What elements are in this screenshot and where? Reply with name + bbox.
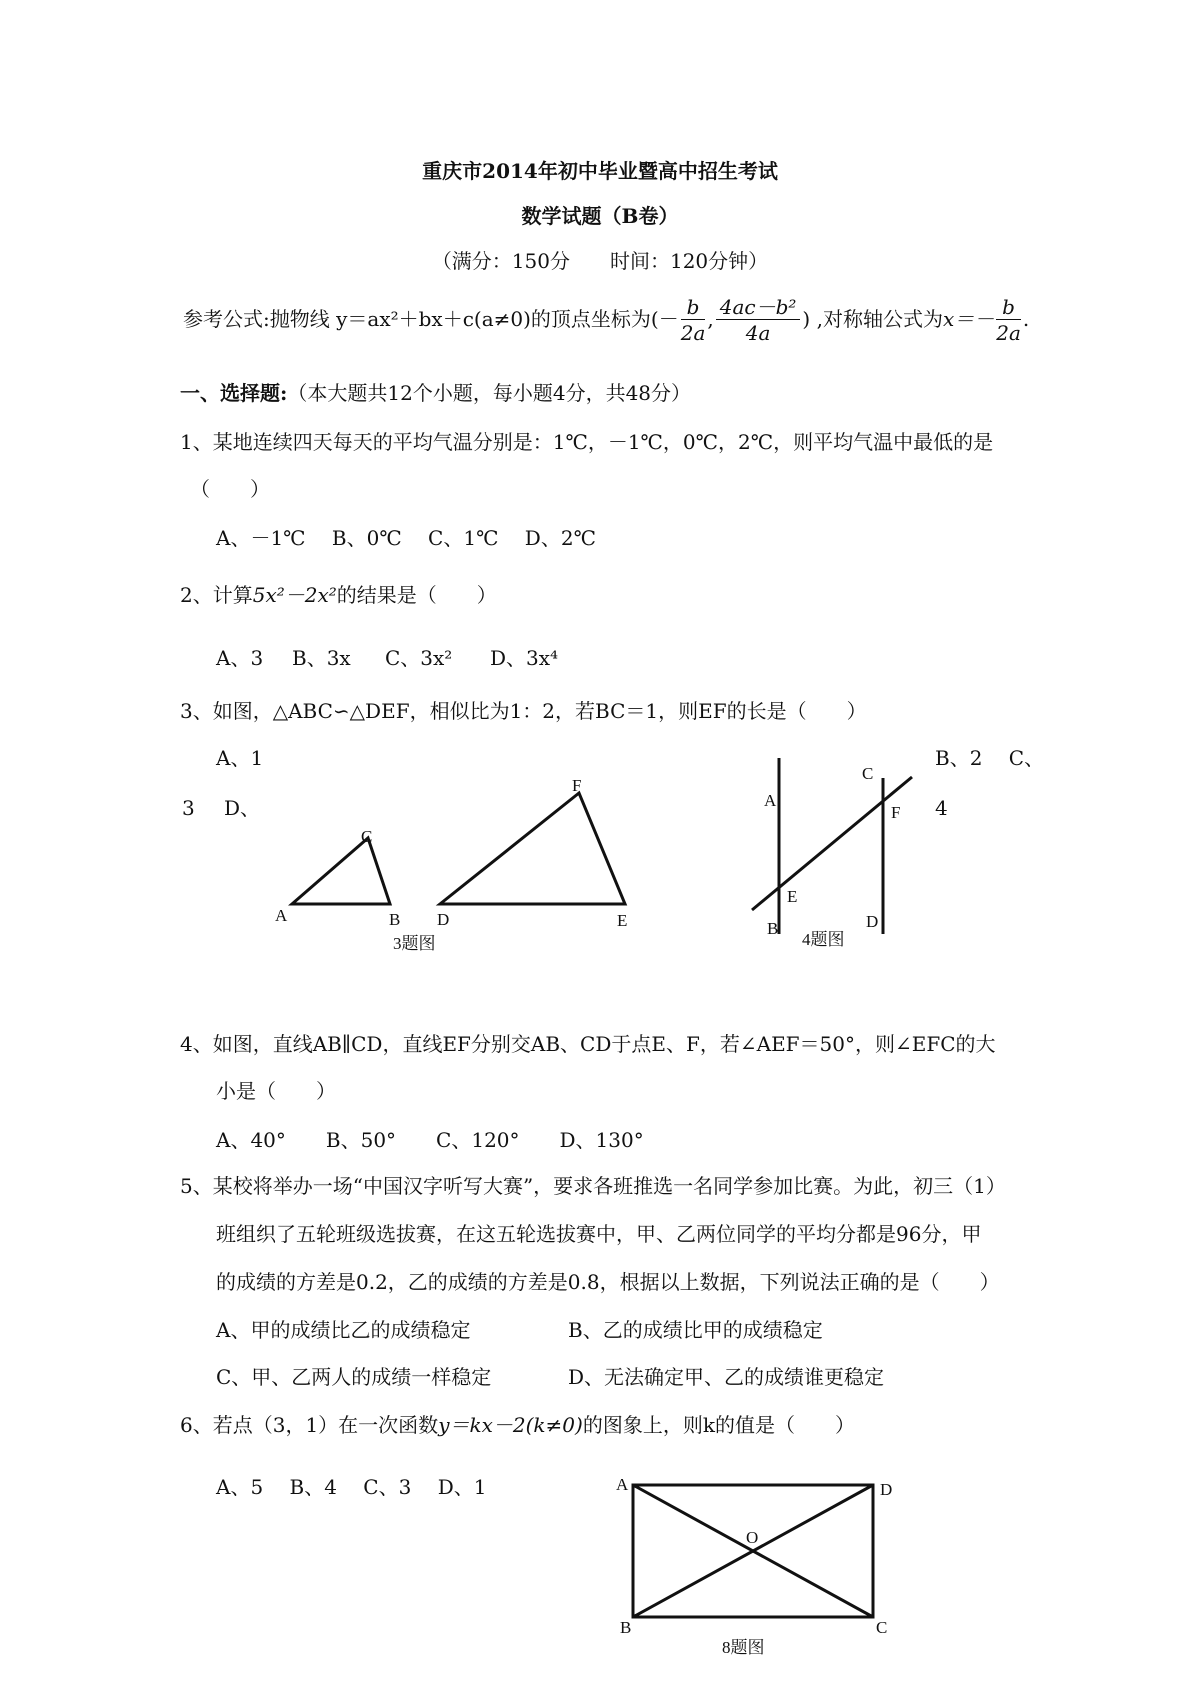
fig4-label-a: A	[764, 791, 777, 810]
question-5-line-1: 5、某校将举办一场“中国汉字听写大赛”，要求各班推选一名同学参加比赛。为此，初三（1）	[180, 1174, 1006, 1198]
question-2-option-a: A、3	[216, 646, 264, 670]
fig4-label-f: F	[891, 803, 901, 822]
question-2-option-c: C、3x²	[385, 646, 453, 670]
fraction-numerator: b	[996, 295, 1021, 320]
triangle-abc	[292, 838, 390, 904]
question-2-stem-b: 的结果是（ ）	[336, 583, 497, 607]
question-5-option-b: B、乙的成绩比甲的成绩稳定	[568, 1318, 823, 1342]
fig8-label-d: D	[880, 1480, 893, 1499]
fig3-label-f: F	[572, 776, 582, 795]
question-3-option-d-value: 4	[935, 796, 948, 820]
fig4-label-e: E	[787, 887, 798, 906]
fig3-label-a: A	[275, 906, 288, 925]
question-6-stem-b: 的图象上，则k的值是（ ）	[582, 1413, 855, 1437]
question-5-option-d: D、无法确定甲、乙的成绩谁更稳定	[568, 1365, 885, 1389]
fraction-numerator: b	[681, 295, 706, 320]
question-4-options: A、40° B、50° C、120° D、130°	[216, 1128, 644, 1152]
formula-prefix: 参考公式:抛物线 y＝ax²＋bx＋c(a≠0)的顶点坐标为	[183, 307, 651, 331]
question-3-option-a: A、1	[216, 746, 264, 770]
figure-4	[752, 758, 912, 934]
question-5-line-2: 班组织了五轮班级选拔赛，在这五轮选拔赛中，甲、乙两位同学的平均分都是96分，甲	[216, 1222, 982, 1246]
triangle-def	[440, 793, 625, 904]
fig8-label-c: C	[876, 1618, 888, 1637]
fraction-denominator: 2a	[996, 321, 1021, 345]
question-6-expression: y＝kx－2(k≠0)	[438, 1413, 583, 1437]
question-2-expression: 5x²－2x²	[252, 583, 337, 607]
fig8-label-a: A	[616, 1475, 629, 1494]
question-3-option-c-value: 3	[182, 796, 195, 820]
question-5-option-a: A、甲的成绩比乙的成绩稳定	[216, 1318, 471, 1342]
question-5-option-c: C、甲、乙两人的成绩一样稳定	[216, 1365, 492, 1389]
page-title: 重庆市2014年初中毕业暨高中招生考试	[422, 159, 778, 183]
fig3-label-d: D	[437, 910, 450, 929]
figure-8	[633, 1485, 873, 1617]
question-3-option-bc: B、2 C、	[935, 746, 1045, 770]
fig8-caption: 8题图	[722, 1638, 765, 1657]
fig3-label-c: C	[361, 827, 373, 846]
question-3-stem: 3、如图，△ABC∽△DEF，相似比为1：2，若BC＝1，则EF的长是（ ）	[180, 699, 867, 723]
question-2-option-b: B、3x	[292, 646, 351, 670]
fig4-label-c: C	[862, 764, 874, 783]
fig4-label-b: B	[767, 919, 779, 938]
formula-axis-lhs: x＝－	[942, 307, 995, 331]
fig4-caption: 4题图	[802, 930, 845, 949]
fig3-caption: 3题图	[393, 934, 436, 953]
question-6-stem-a: 6、若点（3，1）在一次函数	[180, 1413, 439, 1437]
figure-3	[292, 793, 625, 904]
formula-comma: ,	[707, 307, 714, 331]
fig8-label-b: B	[620, 1618, 632, 1637]
section-description: （本大题共12个小题，每小题4分，共48分）	[287, 381, 692, 405]
question-2-stem-a: 2、计算	[180, 583, 253, 607]
question-1-stem: 1、某地连续四天每天的平均气温分别是：1℃，－1℃，0℃，2℃，则平均气温中最低的是	[180, 430, 994, 454]
fig3-label-b: B	[389, 910, 401, 929]
section-title: 一、选择题:	[180, 381, 288, 405]
fraction-denominator: 4a	[745, 321, 771, 345]
formula-end: .	[1022, 307, 1030, 331]
formula-vertex-open: (－	[650, 307, 679, 331]
page-subtitle: 数学试题（B卷）	[521, 204, 679, 228]
question-4-stem: 4、如图，直线AB∥CD，直线EF分别交AB、CD于点E、F，若∠AEF＝50°，则∠EFC的大	[180, 1032, 996, 1056]
fig3-label-e: E	[617, 911, 628, 930]
fig8-label-o: O	[746, 1528, 759, 1547]
question-3-option-d: D、	[224, 796, 261, 820]
question-2-option-d: D、3x⁴	[490, 646, 559, 670]
question-5-line-3: 的成绩的方差是0.2，乙的成绩的方差是0.8，根据以上数据，下列说法正确的是（ ）	[216, 1270, 1000, 1294]
formula-mid: ) ,对称轴公式为	[802, 307, 943, 331]
fig4-label-d: D	[866, 912, 879, 931]
question-4-stem-2: 小是（ ）	[216, 1079, 336, 1103]
question-1-paren: （ ）	[190, 477, 270, 501]
fraction-denominator: 2a	[680, 321, 706, 345]
question-6-stem	[180, 1412, 855, 1438]
fraction-numerator: 4ac－b²	[716, 295, 801, 320]
question-1-options: A、－1℃ B、0℃ C、1℃ D、2℃	[216, 526, 596, 550]
exam-meta: （满分：150分 时间：120分钟）	[431, 249, 769, 273]
question-6-options: A、5 B、4 C、3 D、1	[216, 1475, 487, 1499]
